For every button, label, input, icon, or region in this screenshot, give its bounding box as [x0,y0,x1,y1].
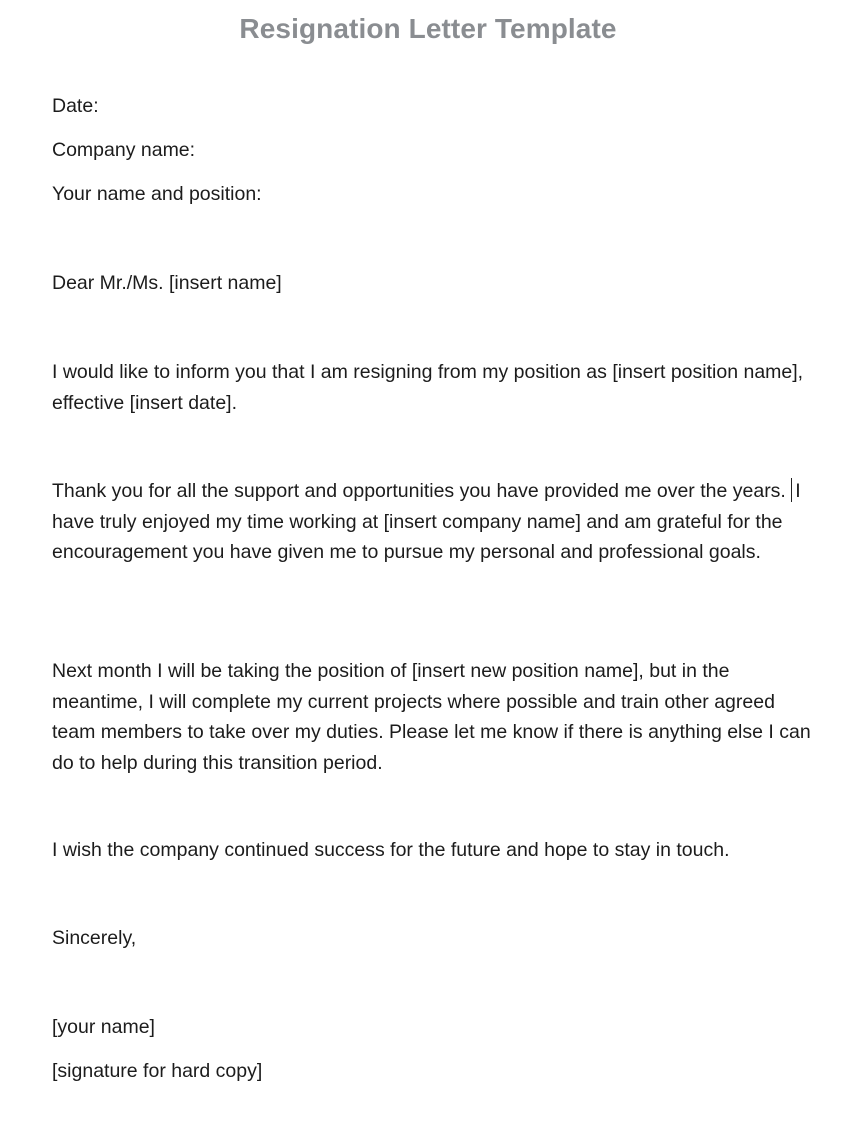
signature-placeholder[interactable]: [signature for hard copy] [52,1060,263,1082]
company-name-field[interactable]: Company name: [52,139,196,161]
text-cursor [791,478,792,502]
your-name-position-field[interactable]: Your name and position: [52,183,262,205]
paragraph-resignation[interactable]: I would like to inform you that I am resigning from my position as [insert position name], effective [insert date]. [52,361,804,414]
salutation[interactable]: Dear Mr./Ms. [insert name] [52,272,282,294]
date-field[interactable]: Date: [52,95,99,117]
paragraph-transition[interactable]: Next month I will be taking the position of [insert new position name], but in the meantime, I will complete my current projects where possible and train other agreed team members to take over my duties. Please let me know if there is anything else I can do to help during this transition period. [52,660,811,774]
paragraph-wishes[interactable]: I wish the company continued success for the future and hope to stay in touch. [52,839,730,861]
paragraph-thanks-start: Thank you for all the support and opportunities you have provided me over the years. [52,480,792,502]
page-title: Resignation Letter Template [239,13,617,44]
closing[interactable]: Sincerely, [52,927,137,949]
paragraph-thanks-rest: I have truly enjoyed my time working at [insert company name] and am grateful for the encouragement you have given me to pursue my personal and professional goals. [52,480,801,563]
paragraph-thanks[interactable] [52,476,822,568]
your-name-placeholder[interactable]: [your name] [52,1016,155,1038]
